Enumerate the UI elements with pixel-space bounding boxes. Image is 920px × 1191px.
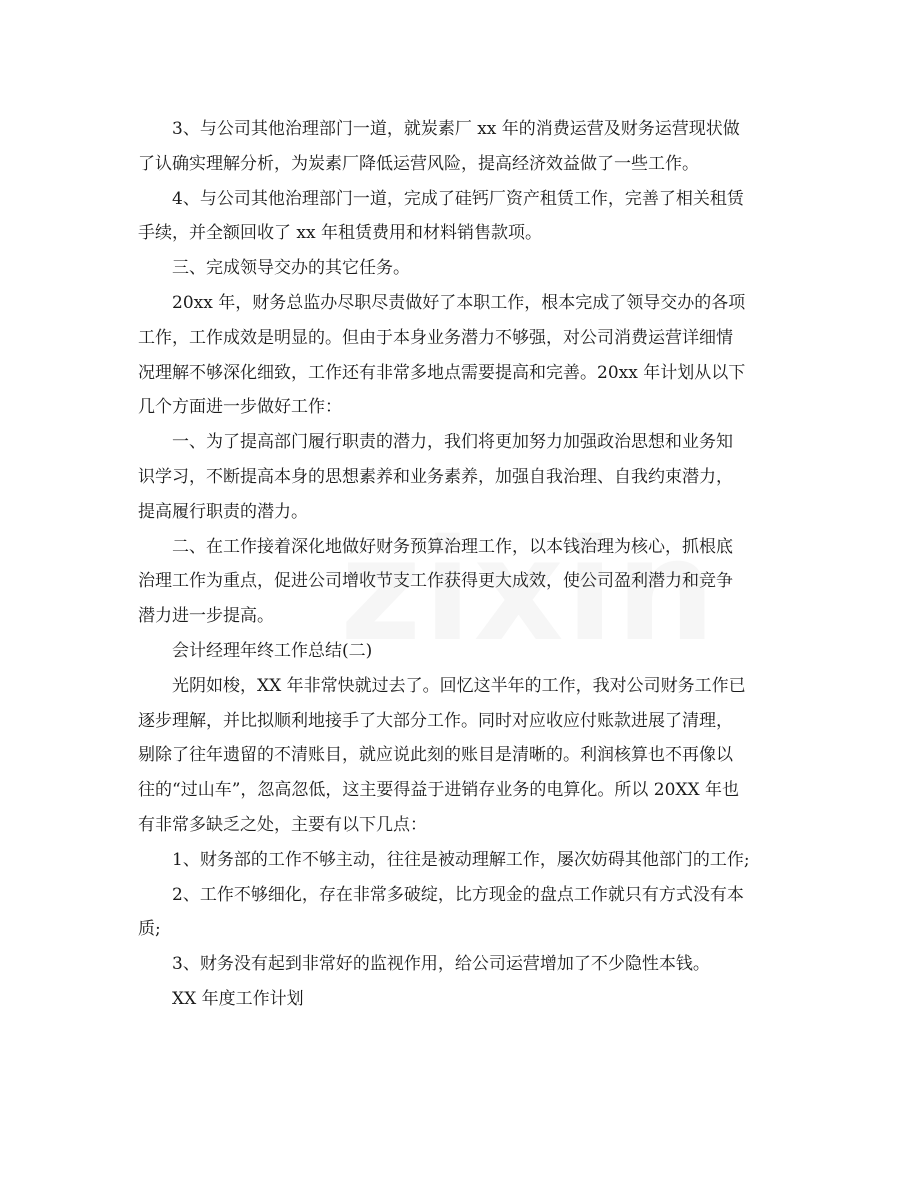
document-body (138, 112, 778, 1017)
paragraph-line: 潜力进一步提高。 (138, 606, 274, 627)
paragraph-line: 剔除了往年遗留的不清账目，就应说此刻的账目是清晰的。利润核算也不再像以 (138, 745, 733, 766)
paragraph-line: 提高履行职责的潜力。 (138, 501, 308, 522)
paragraph-line: 二、在工作接着深化地做好财务预算治理工作，以本钱治理为核心，抓根底 (172, 536, 733, 557)
section-heading: XX 年度工作计划 (172, 988, 304, 1009)
list-item: 3、财务没有起到非常好的监视作用，给公司运营增加了不少隐性本钱。 (172, 954, 710, 975)
paragraph-line: 3、与公司其他治理部门一道，就炭素厂 xx 年的消费运营及财务运营现状做 (172, 119, 740, 139)
paragraph-line: 况理解不够深化细致，工作还有非常多地点需要提高和完善。20xx 年计划从以下 (138, 362, 746, 383)
section-heading: 三、完成领导交办的其它任务。 (172, 258, 410, 279)
paragraph-line: 识学习，不断提高本身的思想素养和业务素养，加强自我治理、自我约束潜力， (138, 466, 733, 487)
paragraph-line: 光阴如梭，XX 年非常快就过去了。回忆这半年的工作，我对公司财务工作已 (172, 675, 746, 696)
paragraph-line: 治理工作为重点，促进公司增收节支工作获得更大成效，使公司盈利潜力和竞争 (138, 571, 733, 592)
paragraph-line: 一、为了提高部门履行职责的潜力，我们将更加努力加强政治思想和业务知 (172, 432, 733, 453)
paragraph-line: 逐步理解，并比拟顺利地接手了大部分工作。同时对应收应付账款进展了清理， (138, 710, 733, 731)
paragraph-line: 4、与公司其他治理部门一道，完成了硅钙厂资产租赁工作，完善了相关租赁 (172, 188, 744, 209)
paragraph-line: 有非常多缺乏之处，主要有以下几点： (138, 814, 427, 835)
list-item: 2、工作不够细化，存在非常多破绽，比方现金的盘点工作就只有方式没有本 (172, 884, 744, 905)
list-item: 1、财务部的工作不够主动，往往是被动理解工作，屡次妨碍其他部门的工作; (172, 849, 750, 870)
paragraph-line: 往的“过山车”，忽高忽低，这主要得益于进销存业务的电算化。所以 20XX 年也 (138, 780, 740, 801)
section-title: 会计经理年终工作总结(二) (172, 640, 373, 661)
paragraph-line: 手续，并全额回收了 xx 年租赁费用和材料销售款项。 (138, 223, 542, 244)
paragraph-line: 工作，工作成效是明显的。但由于本身业务潜力不够强，对公司消费运营详细情 (138, 327, 733, 348)
paragraph-line: 几个方面进一步做好工作： (138, 397, 342, 418)
paragraph-line: 20xx 年，财务总监办尽职尽责做好了本职工作，根本完成了领导交办的各项 (172, 292, 746, 313)
paragraph-line: 了认确实理解分析，为炭素厂降低运营风险，提高经济效益做了一些工作。 (138, 153, 699, 174)
list-item-continuation: 质; (138, 919, 161, 940)
